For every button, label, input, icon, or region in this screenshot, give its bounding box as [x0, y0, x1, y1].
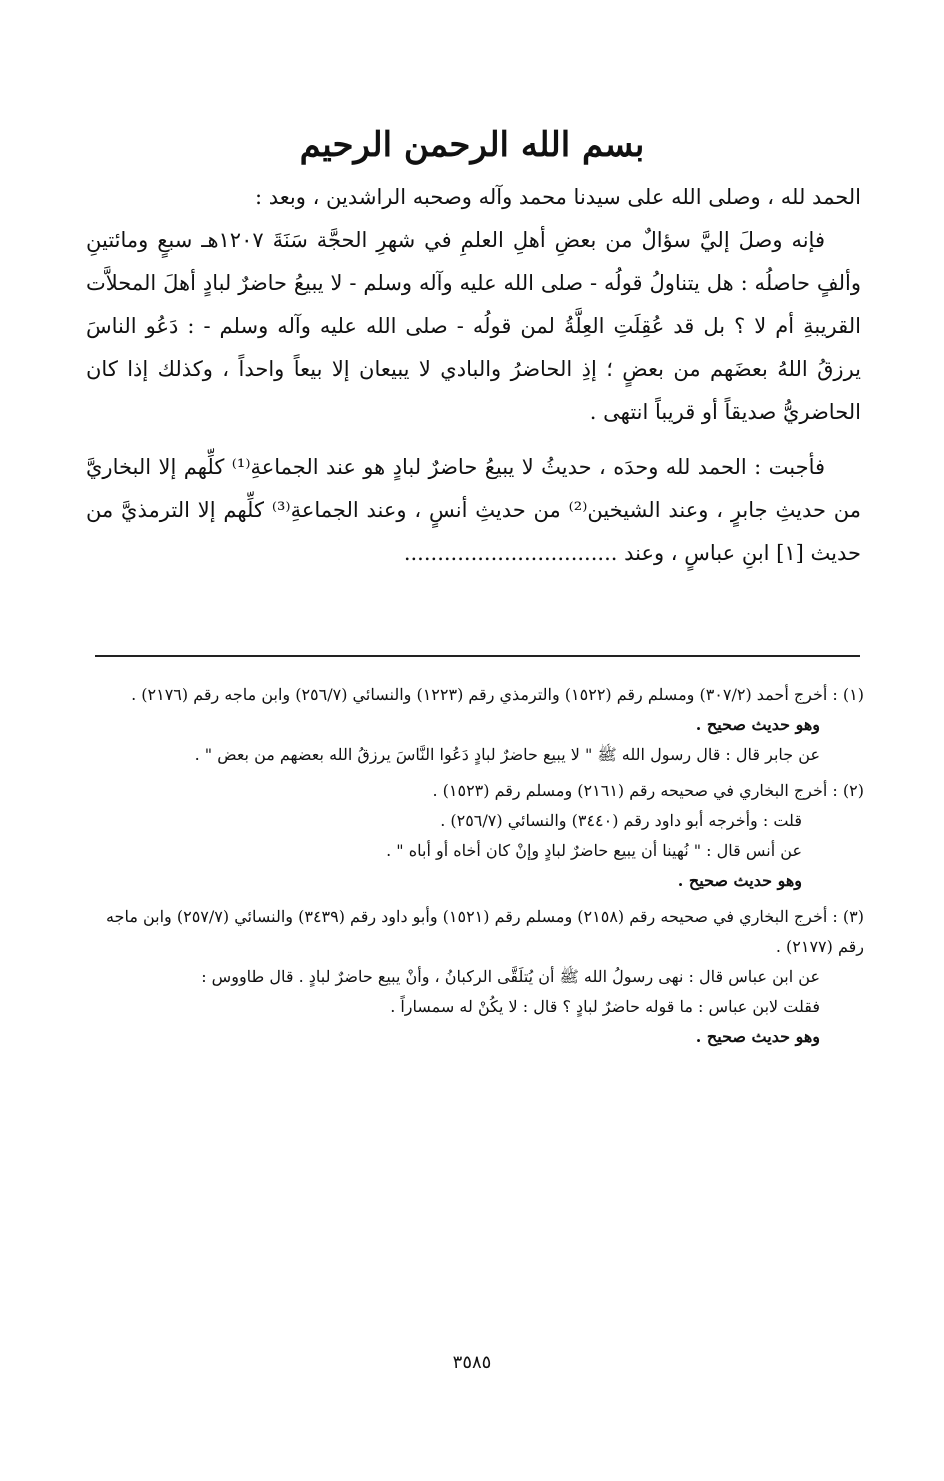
- footnote-3-quote-1: عن ابن عباس قال : نهى رسولُ الله ﷺ أن يُتلَقَّى الركبانُ ، وأنْ يبيع حاضرٌ لبادٍ . قال طاووس :: [201, 967, 820, 986]
- footnote-separator: [95, 655, 860, 657]
- opening-paragraph: الحمد لله ، وصلى الله على سيدنا محمد وآله وصحبه الراشدين ، وبعد :: [255, 185, 861, 209]
- footnote-2: [86, 776, 864, 896]
- footnote-1-citation: (١) : أخرج أحمد (٣٠٧/٢) ومسلم رقم (١٥٢٢) والترمذي رقم (١٢٢٣) والنسائي (٢٥٦/٧) وابن ماجه رقم (٢١٧٦) .: [131, 685, 864, 704]
- page-number: ٣٥٨٥: [452, 1352, 492, 1373]
- footnote-2-quote: عن أنس قال : " نُهينا أن يبيع حاضرٌ لبادٍ وإنْ كان أخاه أو أباه " .: [386, 841, 802, 860]
- answer-paragraph: فأجبت : الحمد لله وحدَه ، حديثُ لا يبيعُ حاضرٌ لبادٍ هو عند الجماعةِ⁽¹⁾ كلِّهم إلا البخاريَّ من حديثِ جابرٍ ، وعند الشيخين⁽²⁾ من حديثِ أنسٍ ، وعند الجماعةِ⁽³⁾ كلِّهم إلا الترمذيَّ من حديث [١] ابنِ عباسٍ ، وعند ................................: [86, 455, 862, 565]
- footnote-1-grade: وهو حديث صحيح .: [695, 715, 820, 734]
- footnotes: [86, 680, 864, 1058]
- footnote-2-citation: (٢) : أخرج البخاري في صحيحه رقم (٢١٦١) ومسلم رقم (١٥٢٣) .: [432, 781, 864, 800]
- footnote-3-grade: وهو حديث صحيح .: [695, 1027, 820, 1046]
- footnote-3: [86, 902, 864, 1052]
- footnote-2-additional: قلت : وأخرجه أبو داود رقم (٣٤٤٠) والنسائي (٢٥٦/٧) .: [440, 811, 802, 830]
- page-title: بسم الله الرحمن الرحيم: [299, 125, 645, 165]
- question-paragraph: فإنه وصلَ إليَّ سؤالٌ من بعضِ أهلِ العلمِ في شهرِ الحجَّة سَنَةَ ١٢٠٧هـ سبعٍ ومائتينِ وألفٍ حاصلُه : هل يتناولُ قولُه - صلى الله عليه وآله وسلم - لا يبيعُ حاضرٌ لبادٍ أهلَ المحلاَّت القريبةِ أم لا ؟ بل قد عُقِلَتِ العِلَّةُ لمن قولُه - صلى الله عليه وآله وسلم - : دَعُو الناسَ يرزقُ اللهُ بعضَهم من بعضٍ ؛ إذِ الحاضرُ والبادي لا يبيعان إلا بيعاً واحداً ، وكذلك إذا كان الحاضريُّ صديقاً أو قريباً انتهى .: [86, 228, 861, 424]
- footnote-2-grade: وهو حديث صحيح .: [677, 871, 802, 890]
- footnote-1: [86, 680, 864, 770]
- footnote-1-quote: عن جابر قال : قال رسول الله ﷺ " لا يبيع حاضرٌ لبادٍ دَعُوا النَّاسَ يرزقُ الله بعضهم من بعض " .: [194, 745, 820, 764]
- footnote-3-quote-2: فقلت لابن عباس : ما قوله حاضرٌ لبادٍ ؟ قال : لا يكُنْ له سمساراً .: [390, 997, 820, 1016]
- main-text: [86, 176, 861, 575]
- footnote-3-citation: (٣) : أخرج البخاري في صحيحه رقم (٢١٥٨) ومسلم رقم (١٥٢١) وأبو داود رقم (٣٤٣٩) والنسائي (٢٥٧/٧) وابن ماجه رقم (٢١٧٧) .: [105, 907, 864, 956]
